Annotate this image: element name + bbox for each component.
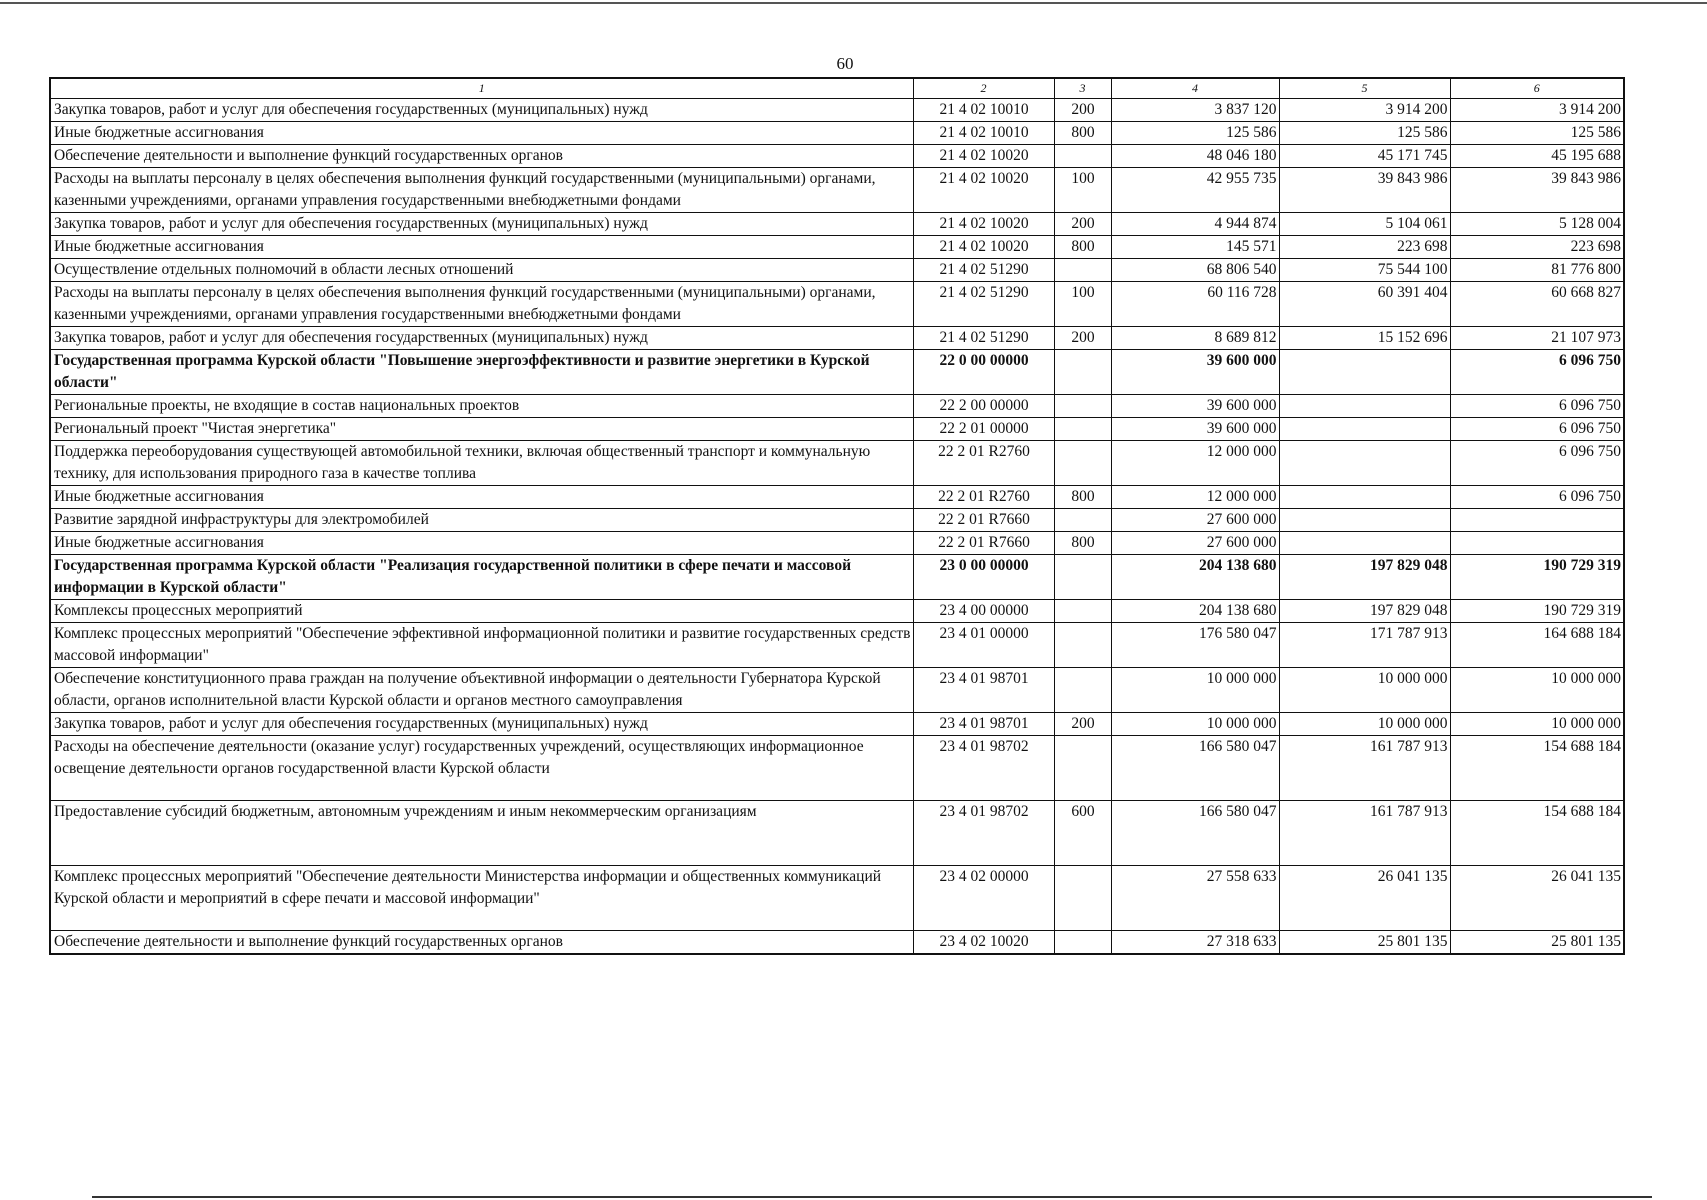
row-name-cell: Осуществление отдельных полномочий в области лесных отношений — [50, 259, 913, 282]
row-code-cell: 21 4 02 10010 — [913, 122, 1054, 145]
row-name-cell: Иные бюджетные ассигнования — [50, 236, 913, 259]
row-amount-3-cell: 10 000 000 — [1450, 713, 1624, 736]
row-category-cell — [1054, 259, 1111, 282]
row-amount-2-cell: 171 787 913 — [1279, 623, 1450, 668]
row-amount-2-cell — [1279, 395, 1450, 418]
row-amount-2-cell: 39 843 986 — [1279, 168, 1450, 213]
row-amount-3-cell: 10 000 000 — [1450, 668, 1624, 713]
row-name-cell: Обеспечение деятельности и выполнение функций государственных органов — [50, 931, 913, 955]
row-category-cell — [1054, 866, 1111, 931]
row-amount-1-cell: 166 580 047 — [1111, 736, 1279, 801]
table-row — [50, 486, 1624, 509]
row-amount-1-cell: 39 600 000 — [1111, 418, 1279, 441]
column-header-amount-1: 4 — [1111, 78, 1279, 99]
row-category-cell — [1054, 145, 1111, 168]
row-amount-3-cell: 154 688 184 — [1450, 736, 1624, 801]
table-row — [50, 395, 1624, 418]
row-category-cell: 200 — [1054, 327, 1111, 350]
row-category-cell — [1054, 736, 1111, 801]
table-row — [50, 236, 1624, 259]
row-category-cell — [1054, 395, 1111, 418]
row-name-cell: Государственная программа Курской области "Реализация государственной политики в сфере печати и массовой информации в Курской области" — [50, 555, 913, 600]
row-category-cell: 200 — [1054, 213, 1111, 236]
table-body — [50, 99, 1624, 955]
row-code-cell: 22 2 01 R2760 — [913, 486, 1054, 509]
row-amount-1-cell: 60 116 728 — [1111, 282, 1279, 327]
row-amount-2-cell — [1279, 532, 1450, 555]
row-code-cell: 23 4 01 98701 — [913, 713, 1054, 736]
row-code-cell: 23 4 02 10020 — [913, 931, 1054, 955]
table-row — [50, 931, 1624, 955]
row-amount-1-cell: 39 600 000 — [1111, 395, 1279, 418]
header-row — [50, 78, 1624, 99]
row-name-cell: Региональные проекты, не входящие в состав национальных проектов — [50, 395, 913, 418]
row-code-cell: 22 2 01 R7660 — [913, 509, 1054, 532]
row-category-cell: 800 — [1054, 122, 1111, 145]
row-amount-3-cell: 3 914 200 — [1450, 99, 1624, 122]
row-code-cell: 23 4 02 00000 — [913, 866, 1054, 931]
row-code-cell: 21 4 02 51290 — [913, 327, 1054, 350]
row-amount-2-cell — [1279, 509, 1450, 532]
row-amount-2-cell: 223 698 — [1279, 236, 1450, 259]
table-row — [50, 736, 1624, 801]
row-name-cell: Иные бюджетные ассигнования — [50, 486, 913, 509]
row-amount-2-cell: 161 787 913 — [1279, 736, 1450, 801]
row-amount-3-cell: 190 729 319 — [1450, 555, 1624, 600]
row-amount-3-cell: 81 776 800 — [1450, 259, 1624, 282]
table-header — [50, 78, 1624, 99]
row-amount-3-cell: 164 688 184 — [1450, 623, 1624, 668]
row-amount-3-cell: 223 698 — [1450, 236, 1624, 259]
row-amount-1-cell: 4 944 874 — [1111, 213, 1279, 236]
row-amount-3-cell: 6 096 750 — [1450, 418, 1624, 441]
row-category-cell — [1054, 555, 1111, 600]
row-amount-2-cell — [1279, 418, 1450, 441]
row-amount-1-cell: 3 837 120 — [1111, 99, 1279, 122]
table-row — [50, 213, 1624, 236]
row-code-cell: 23 4 01 98701 — [913, 668, 1054, 713]
row-code-cell: 21 4 02 51290 — [913, 282, 1054, 327]
row-amount-2-cell: 125 586 — [1279, 122, 1450, 145]
row-category-cell: 100 — [1054, 282, 1111, 327]
row-amount-1-cell: 39 600 000 — [1111, 350, 1279, 395]
table-row — [50, 555, 1624, 600]
row-amount-3-cell: 39 843 986 — [1450, 168, 1624, 213]
row-amount-2-cell: 161 787 913 — [1279, 801, 1450, 866]
row-category-cell: 800 — [1054, 532, 1111, 555]
row-code-cell: 21 4 02 10020 — [913, 145, 1054, 168]
row-name-cell: Расходы на выплаты персоналу в целях обеспечения выполнения функций государственными (муниципальными) органами, казенными учреждениями, органами управления государственными внебюджетными фондами — [50, 282, 913, 327]
table-row — [50, 668, 1624, 713]
row-amount-3-cell: 25 801 135 — [1450, 931, 1624, 955]
row-amount-2-cell: 75 544 100 — [1279, 259, 1450, 282]
column-header-category: 3 — [1054, 78, 1111, 99]
row-name-cell: Закупка товаров, работ и услуг для обеспечения государственных (муниципальных) нужд — [50, 99, 913, 122]
row-code-cell: 21 4 02 10010 — [913, 99, 1054, 122]
row-amount-1-cell: 42 955 735 — [1111, 168, 1279, 213]
row-amount-1-cell: 204 138 680 — [1111, 555, 1279, 600]
row-amount-1-cell: 27 318 633 — [1111, 931, 1279, 955]
row-name-cell: Закупка товаров, работ и услуг для обеспечения государственных (муниципальных) нужд — [50, 327, 913, 350]
row-code-cell: 23 4 01 00000 — [913, 623, 1054, 668]
row-amount-1-cell: 27 558 633 — [1111, 866, 1279, 931]
table-row — [50, 145, 1624, 168]
row-amount-2-cell: 5 104 061 — [1279, 213, 1450, 236]
row-category-cell — [1054, 418, 1111, 441]
row-name-cell: Иные бюджетные ассигнования — [50, 532, 913, 555]
row-amount-3-cell: 125 586 — [1450, 122, 1624, 145]
row-amount-1-cell: 10 000 000 — [1111, 668, 1279, 713]
row-amount-2-cell: 10 000 000 — [1279, 668, 1450, 713]
row-category-cell: 600 — [1054, 801, 1111, 866]
top-scan-edge — [0, 2, 1707, 4]
row-amount-3-cell — [1450, 532, 1624, 555]
row-amount-3-cell: 45 195 688 — [1450, 145, 1624, 168]
row-category-cell: 800 — [1054, 236, 1111, 259]
row-category-cell — [1054, 350, 1111, 395]
row-category-cell — [1054, 931, 1111, 955]
row-amount-2-cell: 26 041 135 — [1279, 866, 1450, 931]
row-code-cell: 23 4 01 98702 — [913, 801, 1054, 866]
column-header-amount-3: 6 — [1450, 78, 1624, 99]
row-category-cell — [1054, 441, 1111, 486]
row-amount-3-cell: 6 096 750 — [1450, 441, 1624, 486]
row-code-cell: 21 4 02 51290 — [913, 259, 1054, 282]
row-amount-1-cell: 8 689 812 — [1111, 327, 1279, 350]
row-name-cell: Поддержка переоборудования существующей автомобильной техники, включая общественный транспорт и коммунальную технику, для использования природного газа в качестве топлива — [50, 441, 913, 486]
table-row — [50, 122, 1624, 145]
row-category-cell: 200 — [1054, 99, 1111, 122]
row-code-cell: 21 4 02 10020 — [913, 236, 1054, 259]
row-amount-3-cell: 154 688 184 — [1450, 801, 1624, 866]
row-amount-3-cell: 6 096 750 — [1450, 395, 1624, 418]
row-code-cell: 22 2 01 00000 — [913, 418, 1054, 441]
row-amount-2-cell: 10 000 000 — [1279, 713, 1450, 736]
row-category-cell: 800 — [1054, 486, 1111, 509]
row-amount-2-cell — [1279, 486, 1450, 509]
row-code-cell: 23 4 00 00000 — [913, 600, 1054, 623]
row-category-cell — [1054, 668, 1111, 713]
column-header-name: 1 — [50, 78, 913, 99]
bottom-scan-edge — [92, 1196, 1652, 1198]
row-category-cell: 200 — [1054, 713, 1111, 736]
row-code-cell: 22 2 00 00000 — [913, 395, 1054, 418]
row-amount-1-cell: 10 000 000 — [1111, 713, 1279, 736]
row-name-cell: Расходы на обеспечение деятельности (оказание услуг) государственных учреждений, осуществляющих информационное освещение деятельности органов государственной власти Курской области — [50, 736, 913, 801]
row-amount-2-cell: 15 152 696 — [1279, 327, 1450, 350]
row-name-cell: Региональный проект "Чистая энергетика" — [50, 418, 913, 441]
column-header-amount-2: 5 — [1279, 78, 1450, 99]
row-name-cell: Обеспечение конституционного права граждан на получение объективной информации о деятельности Губернатора Курской области, органов исполнительной власти Курской области и органов местного самоуправления — [50, 668, 913, 713]
column-header-code: 2 — [913, 78, 1054, 99]
row-code-cell: 22 0 00 00000 — [913, 350, 1054, 395]
row-name-cell: Закупка товаров, работ и услуг для обеспечения государственных (муниципальных) нужд — [50, 713, 913, 736]
row-amount-2-cell: 45 171 745 — [1279, 145, 1450, 168]
row-amount-1-cell: 27 600 000 — [1111, 532, 1279, 555]
row-amount-2-cell: 197 829 048 — [1279, 555, 1450, 600]
table-row — [50, 509, 1624, 532]
table-row — [50, 168, 1624, 213]
table-row — [50, 350, 1624, 395]
row-amount-3-cell: 26 041 135 — [1450, 866, 1624, 931]
row-amount-1-cell: 145 571 — [1111, 236, 1279, 259]
row-amount-3-cell: 5 128 004 — [1450, 213, 1624, 236]
table-row — [50, 713, 1624, 736]
row-name-cell: Обеспечение деятельности и выполнение функций государственных органов — [50, 145, 913, 168]
table-row — [50, 99, 1624, 122]
row-category-cell: 100 — [1054, 168, 1111, 213]
row-code-cell: 21 4 02 10020 — [913, 213, 1054, 236]
table-row — [50, 623, 1624, 668]
row-amount-1-cell: 48 046 180 — [1111, 145, 1279, 168]
row-amount-1-cell: 12 000 000 — [1111, 441, 1279, 486]
row-amount-1-cell: 12 000 000 — [1111, 486, 1279, 509]
row-amount-1-cell: 166 580 047 — [1111, 801, 1279, 866]
row-amount-2-cell: 60 391 404 — [1279, 282, 1450, 327]
row-code-cell: 21 4 02 10020 — [913, 168, 1054, 213]
row-amount-2-cell: 197 829 048 — [1279, 600, 1450, 623]
row-name-cell: Предоставление субсидий бюджетным, автономным учреждениям и иным некоммерческим организациям — [50, 801, 913, 866]
row-category-cell — [1054, 623, 1111, 668]
row-name-cell: Комплексы процессных мероприятий — [50, 600, 913, 623]
table-row — [50, 532, 1624, 555]
row-name-cell: Иные бюджетные ассигнования — [50, 122, 913, 145]
row-amount-1-cell: 176 580 047 — [1111, 623, 1279, 668]
row-code-cell: 22 2 01 R7660 — [913, 532, 1054, 555]
table-row — [50, 418, 1624, 441]
row-code-cell: 23 0 00 00000 — [913, 555, 1054, 600]
row-amount-3-cell: 21 107 973 — [1450, 327, 1624, 350]
table-row — [50, 259, 1624, 282]
row-name-cell: Комплекс процессных мероприятий "Обеспечение эффективной информационной политики и развитие государственных средств массовой информации" — [50, 623, 913, 668]
row-amount-2-cell: 25 801 135 — [1279, 931, 1450, 955]
row-amount-1-cell: 125 586 — [1111, 122, 1279, 145]
table-row — [50, 866, 1624, 931]
table-row — [50, 327, 1624, 350]
row-amount-3-cell: 190 729 319 — [1450, 600, 1624, 623]
row-amount-2-cell: 3 914 200 — [1279, 99, 1450, 122]
row-name-cell: Расходы на выплаты персоналу в целях обеспечения выполнения функций государственными (муниципальными) органами, казенными учреждениями, органами управления государственными внебюджетными фондами — [50, 168, 913, 213]
row-amount-1-cell: 27 600 000 — [1111, 509, 1279, 532]
row-code-cell: 23 4 01 98702 — [913, 736, 1054, 801]
row-name-cell: Развитие зарядной инфраструктуры для электромобилей — [50, 509, 913, 532]
row-amount-2-cell — [1279, 350, 1450, 395]
row-amount-3-cell: 60 668 827 — [1450, 282, 1624, 327]
row-category-cell — [1054, 600, 1111, 623]
row-code-cell: 22 2 01 R2760 — [913, 441, 1054, 486]
row-amount-1-cell: 68 806 540 — [1111, 259, 1279, 282]
row-amount-3-cell: 6 096 750 — [1450, 486, 1624, 509]
row-category-cell — [1054, 509, 1111, 532]
row-name-cell: Государственная программа Курской области "Повышение энергоэффективности и развитие энергетики в Курской области" — [50, 350, 913, 395]
table-row — [50, 801, 1624, 866]
row-amount-2-cell — [1279, 441, 1450, 486]
row-name-cell: Комплекс процессных мероприятий "Обеспечение деятельности Министерства информации и общественных коммуникаций Курской области и мероприятий в сфере печати и массовой информации" — [50, 866, 913, 931]
row-amount-1-cell: 204 138 680 — [1111, 600, 1279, 623]
table-row — [50, 600, 1624, 623]
row-amount-3-cell: 6 096 750 — [1450, 350, 1624, 395]
row-amount-3-cell — [1450, 509, 1624, 532]
table-row — [50, 282, 1624, 327]
page-number: 60 — [836, 54, 854, 73]
row-name-cell: Закупка товаров, работ и услуг для обеспечения государственных (муниципальных) нужд — [50, 213, 913, 236]
table-row — [50, 441, 1624, 486]
budget-table — [49, 77, 1625, 955]
